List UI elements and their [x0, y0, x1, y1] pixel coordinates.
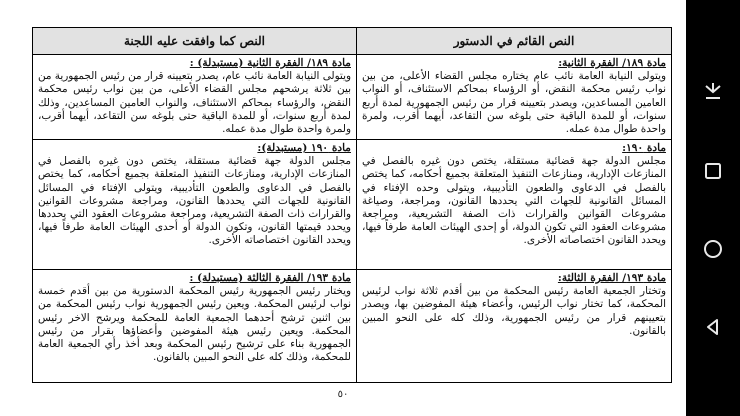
- keyboard-hide-icon: [702, 81, 724, 103]
- article-text: ويتولى النيابة العامة نائب عام، يصدر بتعيينه قرار من رئيس الجمهورية من بين ثلاثة يرشحهم مجلس القضاء الأعلى، من بين نواب رئيس محكمة النقض، والرؤساء بمحاكم الاستئناف، والنواب العامين المساعدين، وذلك لمدة أربع سنوات، أو للمدة الباقية حتى بلوغه سن التقاعد، أيهما أقرب، ولمرة واحدة طوال مدة عمله.: [38, 70, 351, 136]
- table-row: [33, 139, 671, 269]
- article-title: مادة ١٩٣/ الفقرة الثالثة (مستبدلة) :: [189, 272, 351, 284]
- back-button[interactable]: [686, 305, 740, 349]
- article-title: مادة ١٨٩/ الفقرة الثانية:: [558, 57, 666, 69]
- article-text: مجلس الدولة جهة قضائية مستقلة، يختص دون غيره بالفصل في المنازعات الإدارية، ومنازعات التنفيذ المتعلقة بجميع أحكامه، كما يختص بالفصل في الدعاوى والطعون التأديبية، ويتولى وحده الإفتاء في المسائل القانونية للجهات التي يحددها القانون، ومراجعة، وصياغة مشروعات القوانين والقرارات ذات الصفة التشريعية، ومراجعة مشروعات العقود التي تكون الدولة، أو إحدى الهيئات العامة طرفاً فيها، ويحدد القانون اختصاصاته الأخرى.: [361, 155, 666, 247]
- article-title: مادة ١٨٩/ الفقرة الثانية (مستبدلة) :: [189, 57, 351, 69]
- header-current-text: النص القائم في الدستور: [357, 28, 671, 54]
- article-text: ويختار رئيس الجمهورية رئيس المحكمة الدستورية من بين أقدم خمسة نواب لرئيس المحكمة. ويعين رئيس الجمهورية نواب رئيس المحكمة من بين اثنين ترشح أحدهما الجمعية العامة للمحكمة ويرشح الاخر رئيس المحكمة. ويعين رئيس هيئة المفوضين وأعضاؤها بقرار من رئيس الجمهورية بناء على ترشيح رئيس المحكمة وبعد أخذ رأي الجمعية العامة للمحكمة، وذلك كله على النحو المبين بالقانون.: [38, 285, 351, 364]
- article-text: وتختار الجمعية العامة رئيس المحكمة من بين أقدم ثلاثة نواب لرئيس المحكمة، كما تختار نواب الرئيس، وأعضاء هيئة المفوضين بها، ويصدر بتعيينهم قرار من رئيس الجمهورية، وذلك كله على النحو المبين بالقانون.: [361, 285, 666, 337]
- article-text: مجلس الدولة جهة قضائية مستقلة، يختص دون غيره بالفصل في المنازعات الإدارية، ومنازعات التنفيذ المتعلقة بجميع أحكامه، كما يختص بالفصل في الدعاوى والطعون التأديبية، ويتولى الإفتاء في المسائل القانونية للجهات التي يحددها القانون، ومراجعة مشروعات القوانين والقرارات ذات الصفة التشريعية، ومراجعة مشروعات العقود التي يحددها ويحدد قيمتها القانون، وتكون الدولة أو أحدى الهيئات العامة طرفاً فيها، ويحدد القانون اختصاصاته الأخرى.: [38, 155, 351, 247]
- article-title: مادة ١٩٠ (مستبدلة):: [257, 142, 351, 154]
- current-cell: [357, 140, 671, 269]
- article-title: مادة ١٩٣/ الفقرة الثالثة:: [557, 272, 666, 284]
- back-icon: [703, 317, 723, 337]
- current-cell: [357, 55, 671, 139]
- table-header-row: [33, 28, 671, 54]
- home-button[interactable]: [686, 227, 740, 271]
- committee-cell: [33, 140, 357, 269]
- table-row: [33, 54, 671, 139]
- page-number: ٥٠: [337, 389, 349, 400]
- comparison-table: [32, 27, 672, 383]
- article-title: مادة ١٩٠:: [622, 142, 666, 154]
- recent-apps-button[interactable]: [686, 149, 740, 193]
- home-icon: [702, 238, 724, 260]
- android-navigation-bar: [686, 0, 740, 416]
- keyboard-hide-button[interactable]: [686, 70, 740, 114]
- committee-cell: [33, 55, 357, 139]
- committee-cell: [33, 270, 357, 382]
- article-text: ويتولى النيابة العامة نائب عام يختاره مجلس القضاء الأعلى، من بين نواب رئيس محكمة النقض، أو الرؤساء بمحاكم الاستئناف، أو النواب العامين المساعدين، ويصدر بتعيينه قرار من رئيس الجمهورية لمدة أربع سنوات، أو للمدة الباقية حتى بلوغه سن التقاعد، أيهما أقرب، ولمرة واحدة طوال مدة عمله.: [361, 70, 666, 136]
- recent-apps-icon: [703, 161, 723, 181]
- table-row: [33, 269, 671, 382]
- current-cell: [357, 270, 671, 382]
- header-committee-text: النص كما وافقت عليه اللجنة: [33, 28, 357, 54]
